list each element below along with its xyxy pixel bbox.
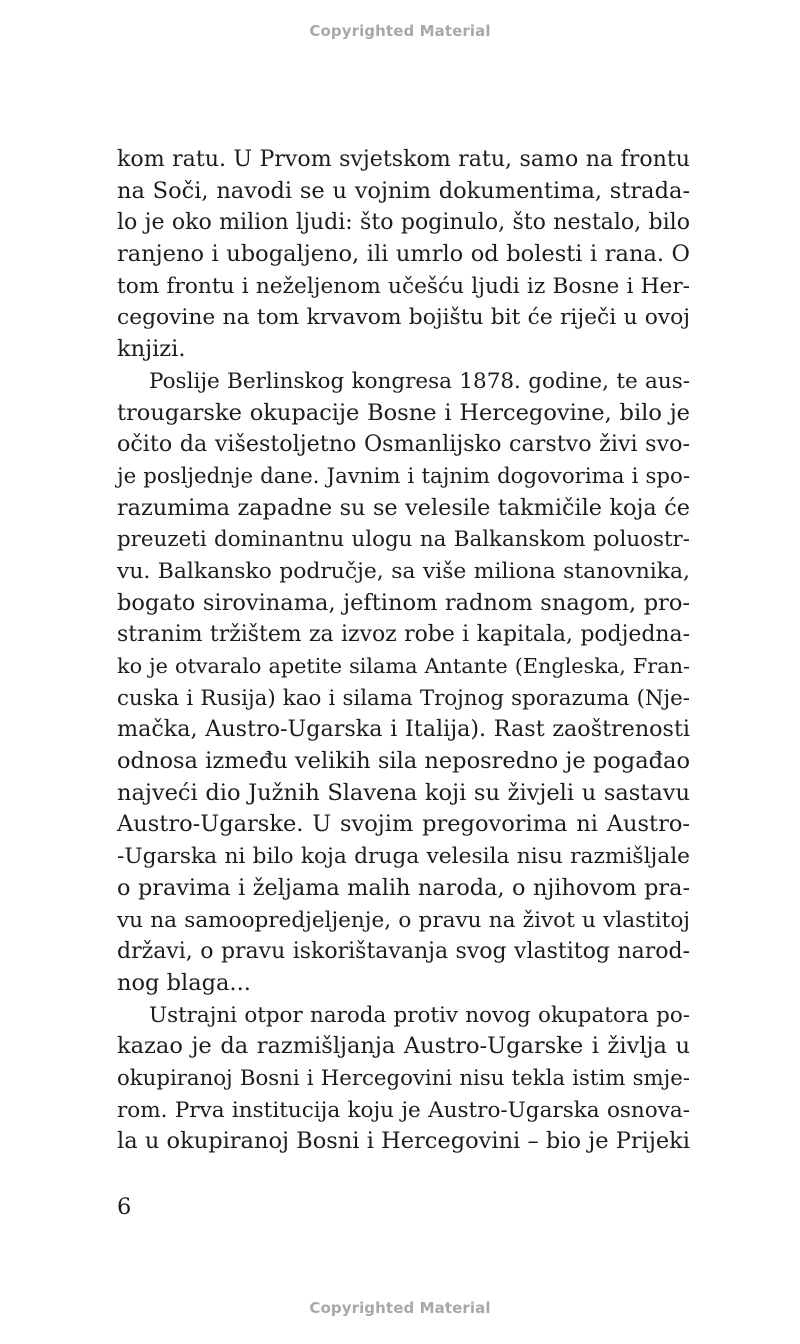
text-line: la u okupiranoj Bosni i Hercegovini – bio je Prijeki [117,1128,690,1155]
text-line: je posljednje dane. Javnim i tajnim dogovorima i spo- [117,463,690,489]
text-line: okupiranoj Bosni i Hercegovini nisu tekla istim smje- [117,1065,690,1091]
text-line: najveći dio Južnih Slavena koji su živjeli u sastavu [117,779,690,806]
text-line: očito da višestoljetno Osmanlijsko carstvo živi svo- [117,431,690,458]
text-line: odnosa između velikih sila neposredno je pogađao [117,748,690,775]
text-line: -Ugarska ni bilo koja druga velesila nisu razmišljale [117,844,690,870]
text-line: bogato sirovinama, jeftinom radnom snagom, pro- [117,589,690,616]
body-text [117,144,690,1158]
text-line: ranjeno i ubogaljeno, ili umrlo od bolesti i rana. O [117,241,690,268]
paragraph-first-line: Poslije Berlinskog kongresa 1878. godine, te aus- [149,368,690,394]
copyright-watermark-top: Copyrighted Material [309,22,491,40]
copyright-watermark-bottom: Copyrighted Material [309,1299,491,1317]
text-line: stranim tržištem za izvoz robe i kapitala, podjedna- [117,622,690,648]
text-line: cegovine na tom krvavom bojištu bit će riječi u ovoj [117,305,690,331]
page-number: 6 [117,1194,132,1220]
text-line: cuska i Rusija) kao i silama Trojnog sporazuma (Nje- [117,685,690,711]
text-line: knjizi. [117,336,186,363]
text-line: lo je oko milion ljudi: što poginulo, što nestalo, bilo [117,210,690,236]
text-line: razumima zapadne su se velesile takmičile koja će [117,494,690,521]
text-line: o pravima i željama malih naroda, o njihovom pra- [117,874,690,901]
text-line: tom frontu i neželjenom učešću ljudi iz Bosne i Her- [117,273,690,299]
text-line: kazao je da razmišljanja Austro-Ugarske i življa u [117,1033,690,1060]
text-line: rom. Prva institucija koju je Austro-Ugarska osnova- [117,1097,690,1123]
text-line: ko je otvaralo apetite silama Antante (Engleska, Fran- [117,654,690,678]
text-line: Austro-Ugarske. U svojim pregovorima ni Austro- [117,811,690,838]
text-line: preuzeti dominantnu ulogu na Balkanskom poluostr- [117,527,690,553]
text-line: mačka, Austro-Ugarska i Italija). Rast zaoštrenosti [117,716,690,743]
text-line: na Soči, navodi se u vojnim dokumentima, strada- [117,177,690,204]
text-line: kom ratu. U Prvom svjetskom ratu, samo na frontu [117,146,690,172]
text-line: nog blaga... [117,969,251,996]
text-line: trougarske okupacije Bosne i Hercegovine, bilo je [117,399,690,426]
text-line: vu. Balkansko područje, sa više miliona stanovnika, [117,558,690,584]
text-line: državi, o pravu iskorištavanja svog vlastitog narod- [117,939,690,965]
text-line: vu na samoopredjeljenje, o pravu na život u vlastitoj [117,907,690,933]
paragraph-first-line: Ustrajni otpor naroda protiv novog okupatora po- [149,1002,690,1028]
